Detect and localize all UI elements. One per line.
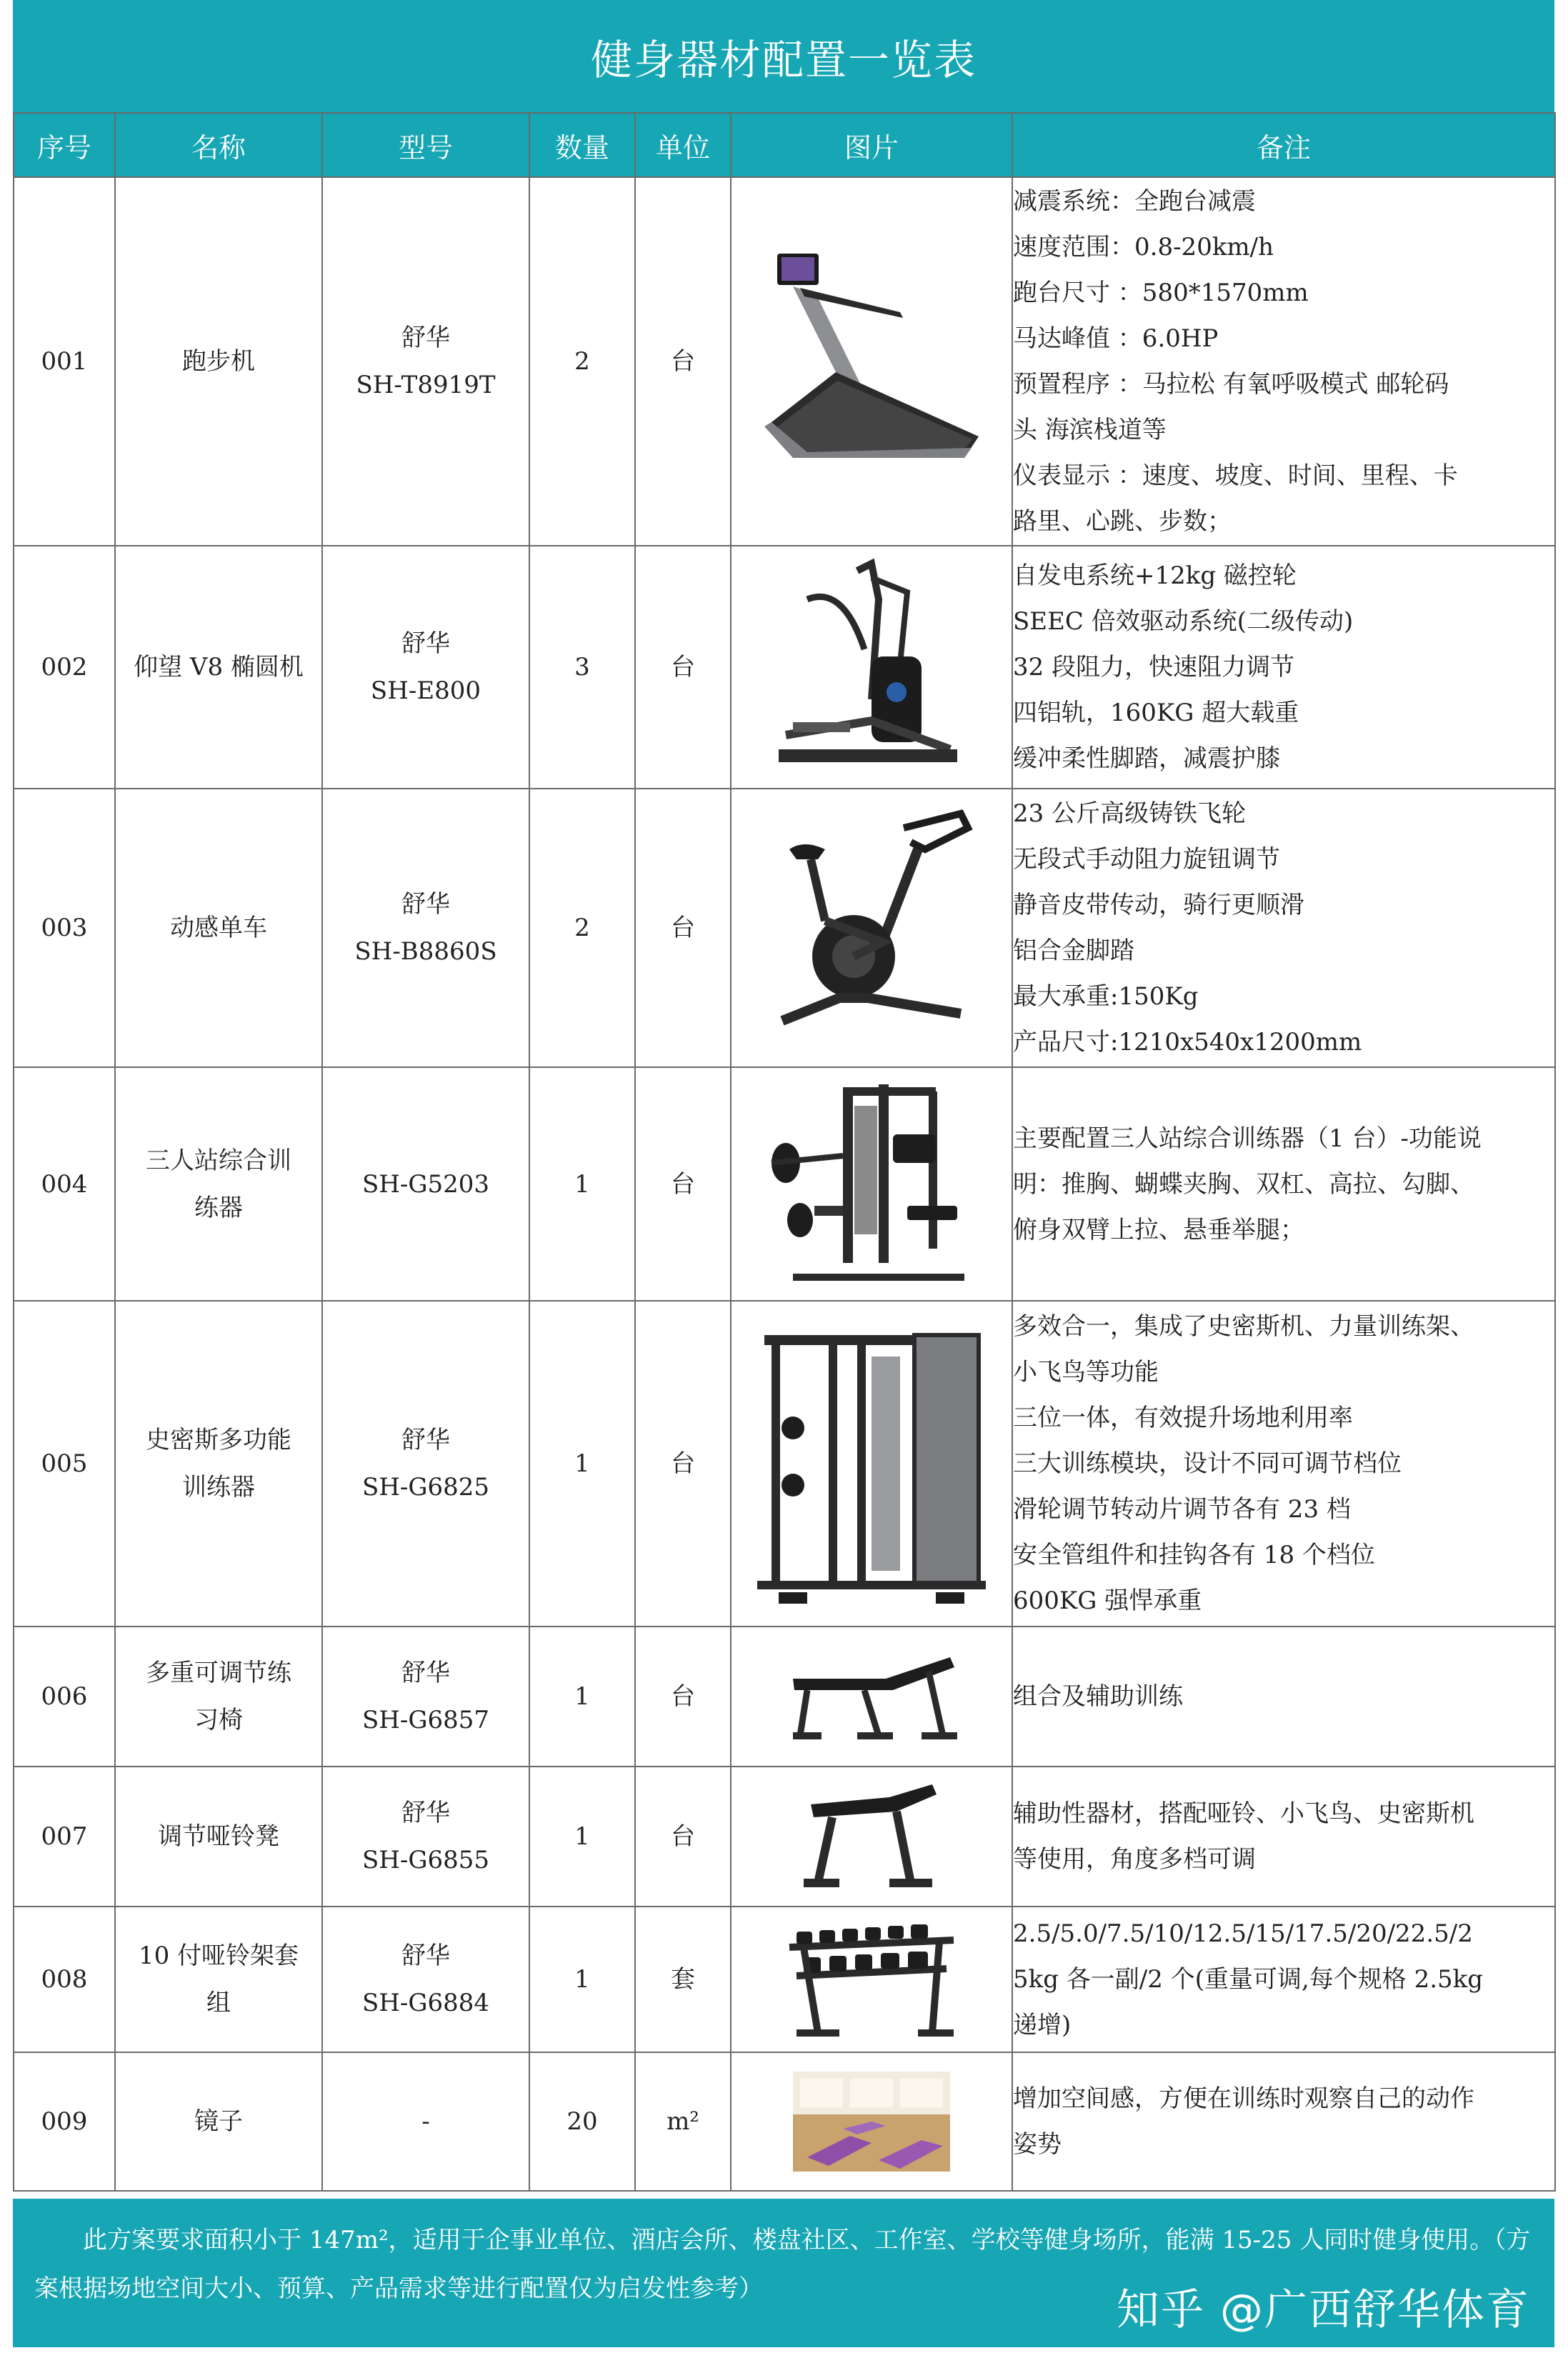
smith-machine-image [750,1314,993,1614]
cell-no: 005 [14,1301,115,1627]
cell-no: 001 [14,177,115,546]
note-line: 滑轮调节转动片调节各有 23 档 [1013,1495,1351,1524]
cell-notes [1012,546,1555,789]
model-line: SH-G6884 [361,1989,490,2017]
mirror-room-image [793,2072,950,2172]
cell-model [322,1067,529,1301]
name-line: 组 [206,1989,231,2017]
cell-unit: 台 [635,1301,731,1627]
note-line: 路里、心跳、步数； [1013,507,1232,536]
note-line: 等使用，角度多档可调 [1013,1845,1256,1874]
cell-image [731,177,1012,546]
note-line: 姿势 [1013,2130,1062,2159]
note-line: 静音皮带传动，骑行更顺滑 [1013,891,1304,919]
note-line: 自发电系统+12kg 磁控轮 [1013,561,1297,590]
cell-image [731,1301,1012,1627]
note-line: 安全管组件和挂钩各有 18 个档位 [1013,1541,1375,1569]
multi-station-image [750,1077,993,1292]
note-line: 预置程序 ：马拉松 有氧呼吸模式 邮轮码 [1013,370,1449,399]
name-line: 调节哑铃凳 [158,1822,279,1851]
cell-notes [1012,1627,1555,1767]
name-line: 练器 [194,1193,243,1222]
table-row [14,546,1555,789]
cell-model [322,546,529,789]
cell-notes [1012,2052,1555,2191]
cell-image [731,546,1012,789]
cell-no: 009 [14,2052,115,2191]
column-header-qty: 数量 [529,113,635,177]
cell-qty: 1 [529,1067,635,1301]
note-line: 多效合一，集成了史密斯机、力量训练架、 [1013,1312,1474,1341]
model-line: 舒华 [401,629,450,658]
note-line: 三大训练模块，设计不同可调节档位 [1013,1449,1402,1478]
cell-qty: 20 [529,2052,635,2191]
note-line: 无段式手动阻力旋钮调节 [1013,845,1280,874]
cell-no: 004 [14,1067,115,1301]
cell-model [322,1767,529,1907]
cell-unit: 台 [635,1767,731,1907]
cell-qty: 2 [529,789,635,1067]
name-line: 三人站综合训 [146,1146,291,1175]
note-line: 5kg 各一副/2 个(重量可调,每个规格 2.5kg [1013,1965,1484,1994]
table-row [14,1907,1555,2052]
model-line: SH-G6857 [361,1706,490,1734]
note-line: 辅助性器材，搭配哑铃、小飞鸟、史密斯机 [1013,1799,1474,1828]
cell-notes [1012,789,1555,1067]
cell-no: 002 [14,546,115,789]
name-line: 多重可调节练 [146,1659,291,1687]
footer-note [13,2199,1554,2347]
table-row [14,2052,1555,2191]
note-line: 跑台尺寸 ：580*1570mm [1013,279,1309,307]
cell-model [322,2052,529,2191]
cell-qty: 1 [529,1907,635,2052]
table-header-row [14,113,1555,177]
model-line: SH-E800 [370,676,481,705]
note-line: 主要配置三人站综合训练器（1 台）-功能说 [1013,1124,1482,1153]
cell-qty: 1 [529,1301,635,1627]
cell-no: 006 [14,1627,115,1767]
treadmill-image [750,244,993,479]
cell-name [115,2052,322,2191]
column-header-name: 名称 [115,113,322,177]
cell-notes [1012,1767,1555,1907]
name-line: 史密斯多功能 [146,1426,291,1454]
note-line: 最大承重:150Kg [1013,982,1199,1011]
cell-name [115,177,322,546]
cell-image [731,1067,1012,1301]
cell-unit: 台 [635,789,731,1067]
cell-no: 007 [14,1767,115,1907]
model-line: - [421,2107,430,2136]
cell-notes [1012,1907,1555,2052]
table-row [14,1067,1555,1301]
cell-notes [1012,1301,1555,1627]
column-header-no: 序号 [14,113,115,177]
cell-unit: 台 [635,177,731,546]
cell-qty: 2 [529,177,635,546]
cell-name [115,789,322,1067]
cell-model [322,1907,529,2052]
name-line: 习椅 [194,1706,243,1734]
model-line: SH-B8860S [354,937,497,966]
model-line: SH-G6825 [361,1473,490,1502]
equipment-sheet [13,0,1554,2347]
model-line: SH-T8919T [356,371,496,399]
note-line: 四铝轨，160KG 超大载重 [1013,699,1299,727]
cell-name [115,1627,322,1767]
cell-name [115,1301,322,1627]
name-line: 10 付哑铃架套 [138,1942,299,1970]
model-line: SH-G6855 [361,1846,490,1874]
cell-image [731,1627,1012,1767]
column-header-notes: 备注 [1012,113,1555,177]
note-line: 明：推胸、蝴蝶夹胸、双杠、高拉、勾脚、 [1013,1169,1474,1199]
cell-qty: 3 [529,546,635,789]
cell-qty: 1 [529,1767,635,1907]
dumbbell-rack-image [775,1919,968,2040]
note-line: 23 公斤高级铸铁飞轮 [1013,799,1247,828]
note-line: 小飞鸟等功能 [1013,1358,1159,1387]
cell-qty: 1 [529,1627,635,1767]
adjustable-bench-image [779,1643,964,1750]
page-title: 健身器材配置一览表 [13,0,1554,112]
model-line: 舒华 [401,1942,450,1970]
column-header-model: 型号 [322,113,529,177]
cell-no: 003 [14,789,115,1067]
name-line: 镜子 [194,2107,243,2136]
note-line: 减震系统：全跑台减震 [1013,187,1256,216]
name-line: 跑步机 [182,347,255,376]
note-line: SEEC 倍效驱动系统(二级传动) [1013,607,1354,636]
model-line: 舒华 [401,324,450,352]
column-header-image: 图片 [731,113,1012,177]
table-row [14,177,1555,546]
dumbbell-bench-image [789,1776,954,1897]
note-line: 组合及辅助训练 [1013,1682,1183,1711]
name-line: 动感单车 [170,914,267,942]
table-row [14,789,1555,1067]
note-line: 马达峰值 ：6.0HP [1013,324,1219,353]
note-line: 仪表显示 ：速度、坡度、时间、里程、卡 [1013,461,1458,490]
cell-name [115,546,322,789]
cell-unit: 台 [635,546,731,789]
note-line: 2.5/5.0/7.5/10/12.5/15/17.5/20/22.5/2 [1013,1919,1473,1948]
note-line: 三位一体，有效提升场地利用率 [1013,1404,1353,1432]
watermark: 知乎 @广西舒华体育 [1116,2285,1530,2335]
cell-image [731,1907,1012,2052]
cell-unit: 台 [635,1067,731,1301]
cell-image [731,789,1012,1067]
cell-no: 008 [14,1907,115,2052]
cell-model [322,177,529,546]
equipment-table [13,112,1556,2192]
note-line: 递增) [1013,2011,1072,2039]
cell-unit: 套 [635,1907,731,2052]
note-line: 600KG 强悍承重 [1013,1587,1202,1615]
note-line: 产品尺寸:1210x540x1200mm [1013,1028,1362,1056]
note-line: 增加空间感，方便在训练时观察自己的动作 [1013,2084,1474,2113]
note-line: 头 海滨栈道等 [1013,416,1167,444]
cell-name [115,1767,322,1907]
table-row [14,1301,1555,1627]
model-line: 舒华 [401,1659,450,1687]
spin-bike-image [761,799,982,1056]
elliptical-image [764,556,979,778]
cell-model [322,1627,529,1767]
note-line: 缓冲柔性脚踏，减震护膝 [1013,744,1280,773]
cell-notes [1012,1067,1555,1301]
cell-name [115,1907,322,2052]
note-line: 速度范围：0.8-20km/h [1013,233,1274,261]
cell-image [731,2052,1012,2191]
cell-model [322,1301,529,1627]
footer-text: 此方案要求面积小于 147m²，适用于企事业单位、酒店会所、楼盘社区、工作室、学校等健身场所，能满 15-25 人同时健身使用。（方案根据场地空间大小、预算、产品需求等进行配置仅为启发性参考） [34,2226,1531,2303]
cell-image [731,1767,1012,1907]
note-line: 铝合金脚踏 [1013,936,1134,965]
note-line: 32 段阻力，快速阻力调节 [1013,653,1295,681]
cell-name [115,1067,322,1301]
name-line: 训练器 [182,1473,255,1502]
table-row [14,1767,1555,1907]
model-line: 舒华 [401,1426,450,1454]
model-line: 舒华 [401,1799,450,1827]
cell-unit: 台 [635,1627,731,1767]
cell-model [322,789,529,1067]
column-header-unit: 单位 [635,113,731,177]
cell-notes [1012,177,1555,546]
name-line: 仰望 V8 椭圆机 [134,653,304,681]
cell-unit: m² [635,2052,731,2191]
model-line: 舒华 [401,890,450,919]
table-row [14,1627,1555,1767]
note-line: 俯身双臂上拉、悬垂举腿； [1013,1215,1304,1244]
model-line: SH-G5203 [361,1169,490,1199]
